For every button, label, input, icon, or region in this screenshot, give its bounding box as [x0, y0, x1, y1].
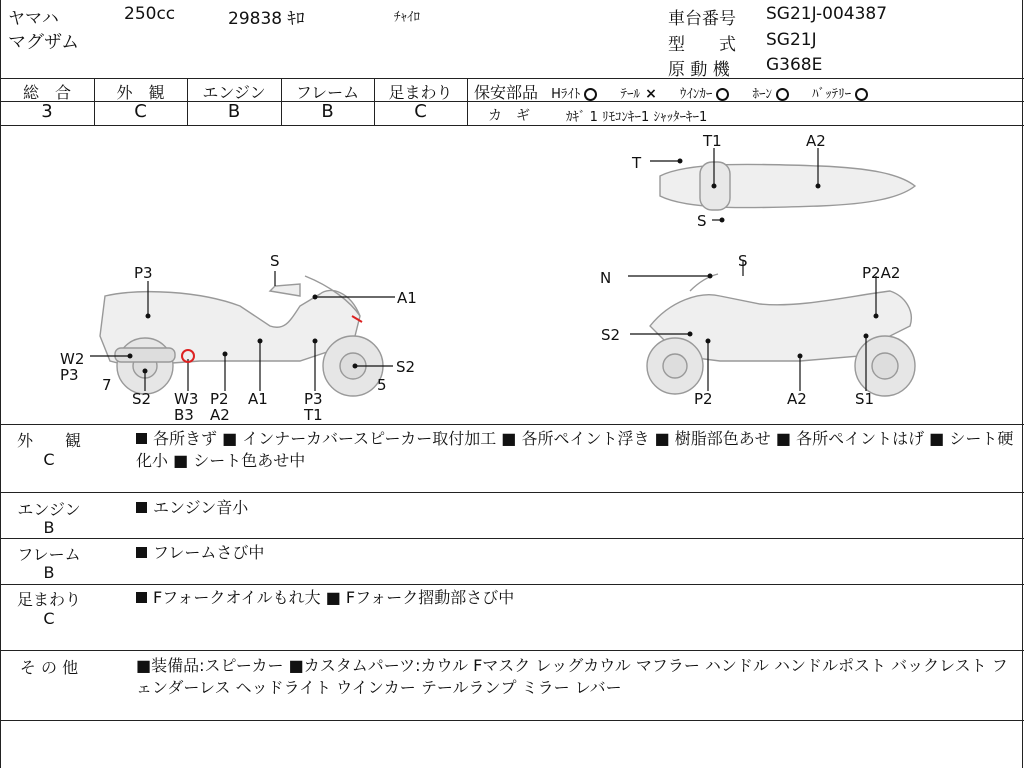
divider — [0, 424, 1024, 425]
tail-label: ﾃｰﾙ — [620, 87, 640, 102]
suspension-grade: C — [414, 101, 427, 122]
frame-no: SG21J-004387 — [766, 4, 888, 24]
bullet-icon — [136, 502, 147, 513]
mileage: 29838 ｷﾛ — [228, 9, 305, 29]
key-label: カ ギ — [488, 108, 530, 124]
winker-ok-icon — [716, 88, 729, 101]
divider — [0, 538, 1024, 539]
type-value: SG21J — [766, 30, 817, 50]
overall-label: 総 合 — [22, 83, 71, 102]
frame-grade-label: フレーム — [295, 83, 360, 102]
divider — [0, 78, 1024, 79]
section-title-suspension: 足まわり — [16, 590, 81, 609]
label-right-s1: S1 — [855, 390, 875, 408]
label-top-a2: A2 — [806, 132, 826, 150]
engine-grade-label: エンジン — [202, 83, 266, 102]
section-text-exterior: 各所きず ■ インナーカバースピーカー取付加工 ■ 各所ペイント浮き ■ 樹脂部色あせ ■ 各所ペイントはげ ■ シート硬化小 ■ シート色あせ中 — [136, 429, 1014, 470]
divider — [0, 584, 1024, 585]
section-title-exterior: 外 観 — [16, 431, 81, 450]
label-left-7: 7 — [102, 376, 112, 394]
section-grade-frame: B — [43, 563, 55, 582]
maker: ヤマハ — [8, 9, 59, 29]
key-info: ｶｷﾞ 1 ﾘﾓｺﾝｷｰ1 ｼｬｯﾀｰｷｰ1 — [566, 110, 708, 125]
divider — [467, 78, 468, 125]
divider — [0, 650, 1024, 651]
model-name: マグザム — [8, 32, 80, 53]
battery-ok-icon — [855, 88, 868, 101]
color: ﾁｬｲﾛ — [394, 10, 420, 25]
label-top-t: T — [632, 154, 642, 172]
exterior-grade: C — [134, 101, 147, 122]
label-left-p3b: P3 — [60, 366, 79, 384]
battery-label: ﾊﾞｯﾃﾘｰ — [812, 87, 852, 102]
label-right-p2: P2 — [694, 390, 713, 408]
bullet-icon — [136, 592, 147, 603]
label-top-s: S — [697, 212, 707, 230]
label-left-s: S — [270, 252, 280, 270]
label-top-t1: T1 — [703, 132, 722, 150]
label-right-p2a2: P2A2 — [862, 264, 901, 282]
engine-label: 原 動 機 — [668, 60, 730, 80]
bullet-icon — [136, 547, 147, 558]
damage-diagram — [0, 126, 1024, 424]
divider — [0, 492, 1024, 493]
horn-label: ﾎｰﾝ — [752, 87, 772, 102]
label-left-p3c: P3 — [304, 390, 323, 408]
label-left-p2: P2 — [210, 390, 229, 408]
tail-mark: × — [645, 86, 657, 102]
section-text-engine: エンジン音小 — [136, 497, 1016, 519]
label-left-t1: T1 — [304, 406, 323, 424]
engine-value: G368E — [766, 55, 823, 75]
displacement: 250cc — [124, 4, 176, 24]
label-left-w3: W3 — [174, 390, 199, 408]
label-right-s: S — [738, 252, 748, 270]
section-grade-engine: B — [43, 518, 55, 537]
section-grade-suspension: C — [43, 609, 55, 628]
safety-parts — [474, 80, 868, 103]
label-right-a2: A2 — [787, 390, 807, 408]
divider — [0, 720, 1024, 721]
bullet-icon — [136, 433, 147, 444]
section-title-frame: フレーム — [17, 545, 81, 564]
label-right-n: N — [600, 269, 612, 287]
label-left-5: 5 — [377, 376, 387, 394]
label-left-b3: B3 — [174, 406, 194, 424]
frame-no-label: 車台番号 — [668, 9, 736, 29]
label-left-s2: S2 — [132, 390, 152, 408]
label-right-s2: S2 — [601, 326, 621, 344]
label-left-a1b: A1 — [248, 390, 268, 408]
label-left-a2: A2 — [210, 406, 230, 424]
type-label: 型 式 — [668, 35, 736, 55]
overall-grade: 3 — [41, 101, 53, 122]
label-left-w2: W2 — [60, 350, 85, 368]
engine-grade: B — [227, 101, 241, 122]
label-left-s2b: S2 — [396, 358, 416, 376]
headlight-ok-icon — [584, 88, 597, 101]
headlight-label: Hﾗｲﾄ — [551, 87, 581, 102]
frame-grade: B — [321, 101, 334, 122]
label-left-a1: A1 — [397, 289, 417, 307]
section-title-engine: エンジン — [17, 500, 81, 519]
section-text-other: ■装備品:スピーカー ■カスタムパーツ:カウル Fマスク レッグカウル マフラー ハンドル ハンドルポスト バックレスト フェンダーレス ヘッドライト ウインカー テールランプ ミラー レバー — [136, 656, 1008, 697]
exterior-label: 外 観 — [116, 83, 165, 102]
label-left-p3: P3 — [134, 264, 153, 282]
section-title-other: そ の 他 — [19, 658, 79, 677]
winker-label: ｳｲﾝｶｰ — [679, 87, 713, 102]
horn-ok-icon — [776, 88, 789, 101]
section-grade-exterior: C — [43, 450, 55, 469]
section-text-suspension: Fフォークオイルもれ大 ■ Fフォーク摺動部さび中 — [136, 587, 1016, 609]
suspension-grade-label: 足まわり — [388, 83, 453, 102]
section-text-frame: フレームさび中 — [136, 542, 1016, 564]
safety-label: 保安部品 — [474, 83, 539, 102]
